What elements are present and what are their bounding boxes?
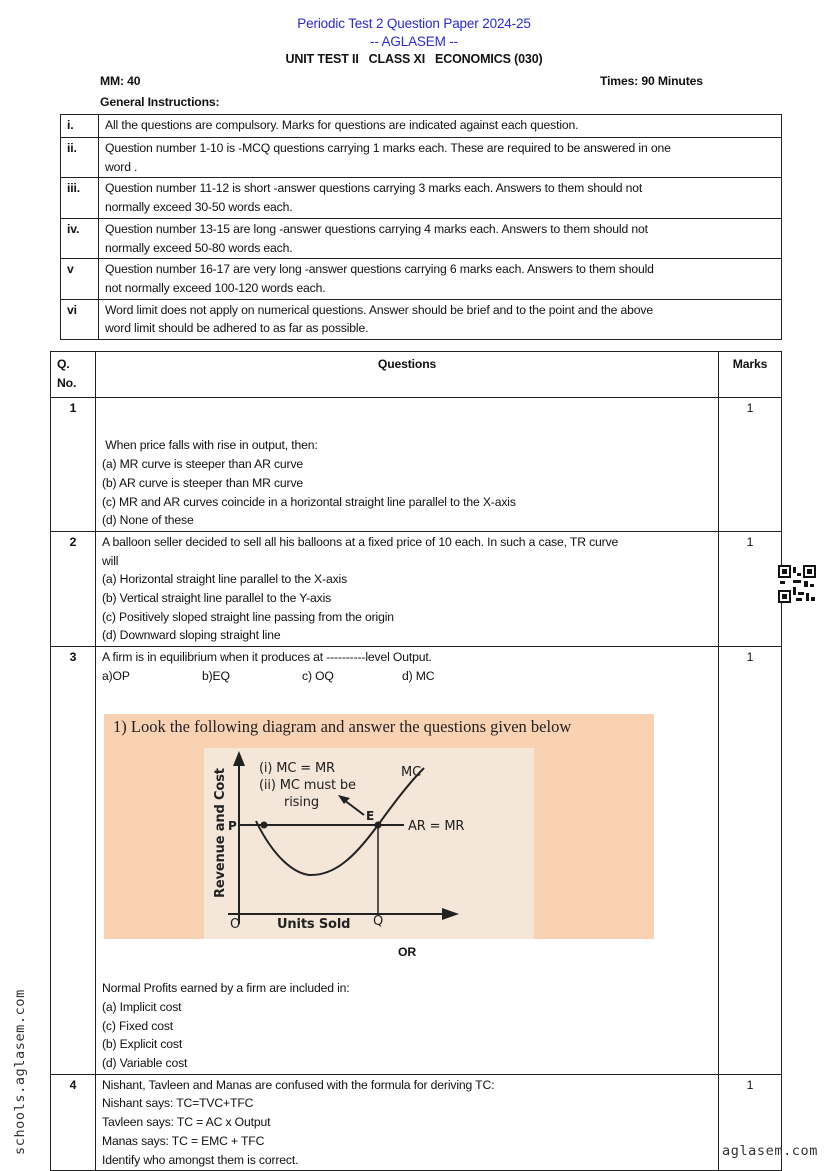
- question-line: Nishant says: TC=TVC+TFC: [102, 1096, 254, 1111]
- instruction-line: not normally exceed 100-120 words each.: [105, 280, 326, 295]
- instructions-table: [60, 114, 782, 340]
- instruction-text: [99, 115, 782, 138]
- option: a)OP: [102, 668, 130, 683]
- question-line: Nishant, Tavleen and Manas are confused with the formula for deriving TC:: [102, 1077, 495, 1092]
- bottom-watermark: aglasem.com: [721, 1143, 818, 1159]
- question-number: 4: [51, 1074, 96, 1171]
- instruction-row: [61, 115, 782, 138]
- instruction-text: [99, 299, 782, 339]
- question-text: [96, 398, 719, 532]
- instruction-text: [99, 138, 782, 178]
- instruction-line: word .: [105, 159, 138, 174]
- question-row-1: [51, 398, 782, 532]
- option: (d) Downward sloping straight line: [102, 628, 281, 643]
- instruction-text: [99, 178, 782, 218]
- condition-2: (ii) MC must be: [259, 777, 356, 793]
- question-row-2: [51, 531, 782, 646]
- ar-mr-label: AR = MR: [408, 818, 465, 834]
- option: (a) Horizontal straight line parallel to the X-axis: [102, 572, 348, 587]
- instruction-num: vi: [61, 299, 99, 339]
- question-text: [96, 531, 719, 646]
- q-label: Q: [373, 913, 384, 929]
- instruction-num: i.: [61, 115, 99, 138]
- exam-title: UNIT TEST II CLASS XI ECONOMICS (030): [285, 52, 543, 66]
- instruction-num: ii.: [61, 138, 99, 178]
- equilibrium-diagram: [104, 714, 654, 939]
- instruction-num: v: [61, 259, 99, 299]
- p-label: P: [228, 818, 237, 833]
- instruction-line: All the questions are compulsory. Marks for questions are indicated against each question.: [105, 118, 579, 132]
- option: (c) Fixed cost: [102, 1018, 174, 1033]
- question-line: Normal Profits earned by a firm are included in:: [102, 981, 350, 996]
- question-number: 2: [51, 531, 96, 646]
- option: b)EQ: [202, 668, 230, 683]
- options-row: [102, 667, 712, 686]
- qno-header-line: No.: [57, 375, 77, 390]
- instructions-heading: General Instructions:: [100, 95, 220, 109]
- point-e-marker: [375, 821, 382, 828]
- instruction-line: word limit should be adhered to as far as possible.: [105, 321, 369, 336]
- instruction-line: Question number 1-10 is -MCQ questions carrying 1 marks each. These are required to be answered in one: [105, 141, 671, 155]
- instruction-row: [61, 299, 782, 339]
- option: (a) MR curve is steeper than AR curve: [102, 457, 304, 472]
- instruction-row: [61, 138, 782, 178]
- question-marks: 1: [719, 531, 782, 646]
- question-text: [96, 1074, 719, 1171]
- diagram-figure: [204, 748, 534, 939]
- site-title: Periodic Test 2 Question Paper 2024-25: [297, 16, 531, 31]
- instruction-line: normally exceed 50-80 words each.: [105, 240, 293, 255]
- questions-table: [50, 351, 782, 1171]
- option: (b) Explicit cost: [102, 1037, 183, 1052]
- time-allowed: Times: 90 Minutes: [600, 74, 703, 88]
- question-number: 1: [51, 398, 96, 532]
- instruction-num: iv.: [61, 218, 99, 258]
- question-line: A firm is in equilibrium when it produces at ----------level Output.: [102, 650, 432, 665]
- diagram-title: 1) Look the following diagram and answer the questions given below: [113, 716, 572, 736]
- y-axis-label: Revenue and Cost: [213, 767, 228, 898]
- mc-label: MC: [401, 764, 421, 780]
- instruction-num: iii.: [61, 178, 99, 218]
- question-marks: 1: [719, 647, 782, 1075]
- option: (d) None of these: [102, 513, 194, 528]
- option: (d) Variable cost: [102, 1056, 188, 1071]
- e-label: E: [366, 808, 375, 823]
- question-marks: 1: [719, 398, 782, 532]
- question-line: A balloon seller decided to sell all his balloons at a fixed price of 10 each. In such a case, TR curve: [102, 534, 619, 549]
- instruction-text: [99, 259, 782, 299]
- option: (b) AR curve is steeper than MR curve: [102, 475, 304, 490]
- instruction-row: [61, 218, 782, 258]
- point-marker: [261, 821, 268, 828]
- marks-header: Marks: [719, 352, 782, 398]
- option: c) OQ: [302, 668, 334, 683]
- table-header-row: [51, 352, 782, 398]
- instruction-line: Word limit does not apply on numerical questions. Answer should be brief and to the point and the above: [105, 302, 654, 317]
- question-row-3: [51, 647, 782, 1075]
- option: (b) Vertical straight line parallel to the Y-axis: [102, 591, 332, 606]
- instruction-line: normally exceed 30-50 words each.: [105, 200, 293, 215]
- o-label: O: [230, 916, 241, 932]
- instruction-row: [61, 259, 782, 299]
- qr-code-icon[interactable]: [778, 565, 816, 603]
- question-line: Manas says: TC = EMC + TFC: [102, 1133, 265, 1148]
- question-marks: 1: [719, 1074, 782, 1171]
- qno-header: [51, 352, 96, 398]
- questions-header: Questions: [96, 352, 719, 398]
- max-marks: MM: 40: [100, 74, 141, 88]
- condition-2-cont: rising: [284, 794, 319, 810]
- option: (a) Implicit cost: [102, 999, 182, 1014]
- question-text: [96, 647, 719, 1075]
- option: (c) MR and AR curves coincide in a horizontal straight line parallel to the X-axis: [102, 494, 516, 509]
- instruction-line: Question number 16-17 are very long -answer questions carrying 6 marks each. Answers to them should: [105, 262, 654, 277]
- option: (c) Positively sloped straight line passing from the origin: [102, 609, 394, 624]
- x-axis-label: Units Sold: [277, 916, 351, 932]
- question-line: When price falls with rise in output, then:: [102, 438, 318, 453]
- instruction-text: [99, 218, 782, 258]
- question-number: 3: [51, 647, 96, 1075]
- question-line: will: [102, 553, 119, 568]
- or-separator: OR: [398, 944, 416, 959]
- instruction-line: Question number 11-12 is short -answer questions carrying 3 marks each. Answers to them should not: [105, 181, 643, 196]
- site-name: -- AGLASEM --: [369, 34, 459, 49]
- condition-1: (i) MC = MR: [259, 760, 335, 776]
- qno-header-line: Q.: [57, 357, 70, 371]
- question-row-4: [51, 1074, 782, 1171]
- question-line: Tavleen says: TC = AC x Output: [102, 1115, 271, 1130]
- instruction-row: [61, 178, 782, 218]
- option: d) MC: [402, 668, 435, 683]
- instruction-line: Question number 13-15 are long -answer questions carrying 4 marks each. Answers to them should not: [105, 221, 648, 236]
- side-watermark: schools.aglasem.com: [12, 989, 28, 1155]
- question-line: Identify who amongst them is correct.: [102, 1152, 299, 1167]
